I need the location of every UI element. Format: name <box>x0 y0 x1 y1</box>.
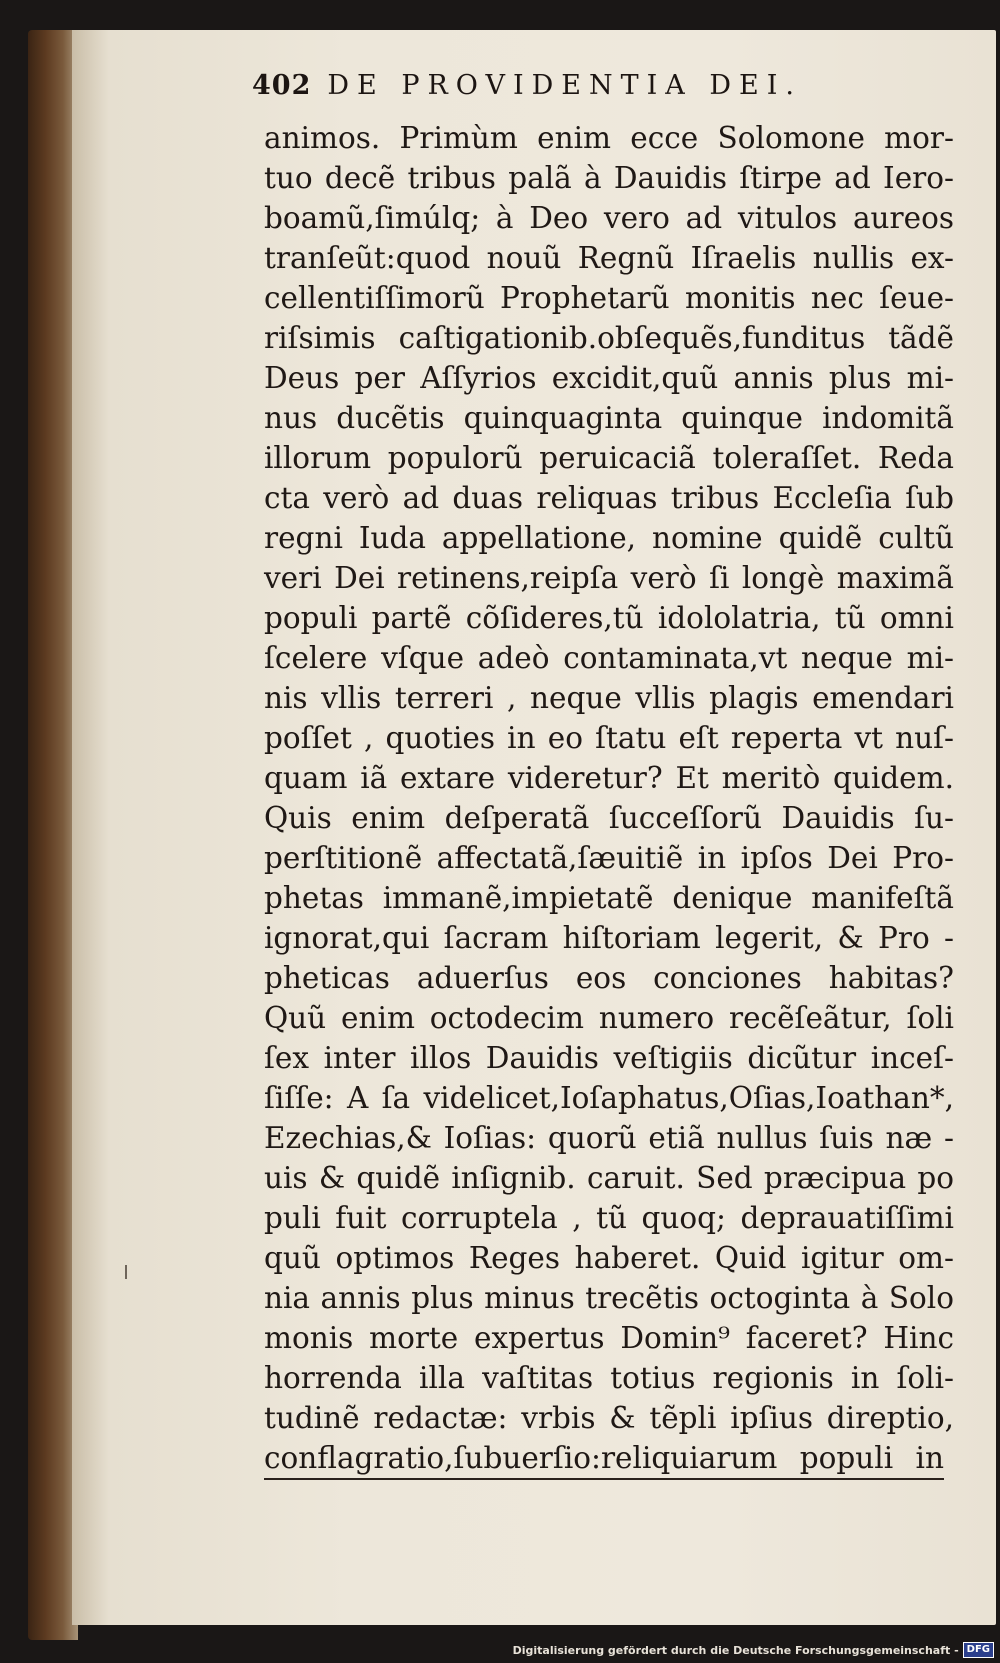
text-line: quũ optimos Reges haberet. Quid igitur om- <box>264 1241 954 1275</box>
text-line: quam iã extare videretur? Et meritò quidem. <box>264 761 954 795</box>
credit-text: Digitalisierung gefördert durch die Deutsche Forschungsgemeinschaft - <box>512 1643 959 1657</box>
text-line: tudinẽ redactæ: vrbis & tẽpli ipſius direptio, <box>264 1401 954 1435</box>
text-line: cta verò ad duas reliquas tribus Eccleſia ſub <box>264 481 954 515</box>
text-line: uis & quidẽ inſignib. caruit. Sed præcipua po <box>264 1161 954 1195</box>
text-line: poſſet , quoties in eo ſtatu eſt reperta vt nuſ- <box>264 721 954 755</box>
text-line: phetas immanẽ,impietatẽ denique manifeſtã <box>264 881 954 915</box>
text-line: Quũ enim octodecim numero recẽſeãtur, ſoli <box>264 1001 954 1035</box>
text-line: tranſeũt:quod nouũ Regnũ Iſraelis nullis ex- <box>264 241 954 275</box>
text-line: nia annis plus minus trecẽtis octoginta à Solo <box>264 1281 954 1315</box>
dfg-logo: DFG <box>963 1642 994 1658</box>
text-line: Deus per Aſſyrios excidit,quũ annis plus mi- <box>264 361 954 395</box>
text-line: perſtitionẽ affectatã,ſæuitiẽ in ipſos Dei Pro- <box>264 841 954 875</box>
text-line: tuo decẽ tribus palã à Dauidis ſtirpe ad Iero- <box>264 161 954 195</box>
text-line: Quis enim deſperatã ſucceſſorũ Dauidis ſu- <box>264 801 954 835</box>
text-line: ſcelere vſque adeò contaminata,vt neque mi- <box>264 641 954 675</box>
text-line: boamũ,ſimúlq; à Deo vero ad vitulos aureos <box>264 201 954 235</box>
text-line: regni Iuda appellatione, nomine quidẽ cultũ <box>264 521 954 555</box>
text-line: conflagratio,ſubuerſio:reliquiarum populi in <box>264 1438 944 1480</box>
page-number: 402 <box>252 70 312 101</box>
running-header <box>252 70 872 110</box>
text-line: Ezechias,& Ioſias: quorũ etiã nullus ſuis næ - <box>264 1121 954 1155</box>
text-line: horrenda illa vaſtitas totius regionis in ſoli- <box>264 1361 954 1395</box>
text-line: cellentiſſimorũ Prophetarũ monitis nec ſeue- <box>264 281 954 315</box>
book-edge <box>28 30 78 1640</box>
digitization-credit <box>513 1641 994 1659</box>
text-line: riſsimis caſtigationib.obſequẽs,funditus tãdẽ <box>264 321 954 355</box>
body-text <box>264 118 954 1480</box>
text-line: animos. Primùm enim ecce Solomone mor- <box>264 121 954 155</box>
text-line: pheticas aduerſus eos conciones habitas? <box>264 961 954 995</box>
text-line: illorum populorũ peruicaciã toleraſſet. Reda <box>264 441 954 475</box>
text-line: populi partẽ cõſideres,tũ idololatria, tũ omni <box>264 601 954 635</box>
text-line: monis morte expertus Domin⁹ faceret? Hinc <box>264 1321 954 1355</box>
text-line: ſiſſe: A ſa videlicet,Ioſaphatus,Oſias,Ioathan*, <box>264 1081 954 1115</box>
text-line: nus ducẽtis quinquaginta quinque indomitã <box>264 401 954 435</box>
text-line: puli fuit corruptela , tũ quoq; deprauatiſſimi <box>264 1201 954 1235</box>
margin-mark <box>125 1265 127 1279</box>
text-line: ignorat,qui ſacram hiſtoriam legerit, & Pro - <box>264 921 954 955</box>
text-line: veri Dei retinens,reipſa verò ſi longè maximã <box>264 561 954 595</box>
text-line: ſex inter illos Dauidis veſtigiis dicũtur inceſ- <box>264 1041 954 1075</box>
running-title: DE PROVIDENTIA DEI. <box>327 70 802 101</box>
text-line: nis vllis terreri , neque vllis plagis emendari <box>264 681 954 715</box>
